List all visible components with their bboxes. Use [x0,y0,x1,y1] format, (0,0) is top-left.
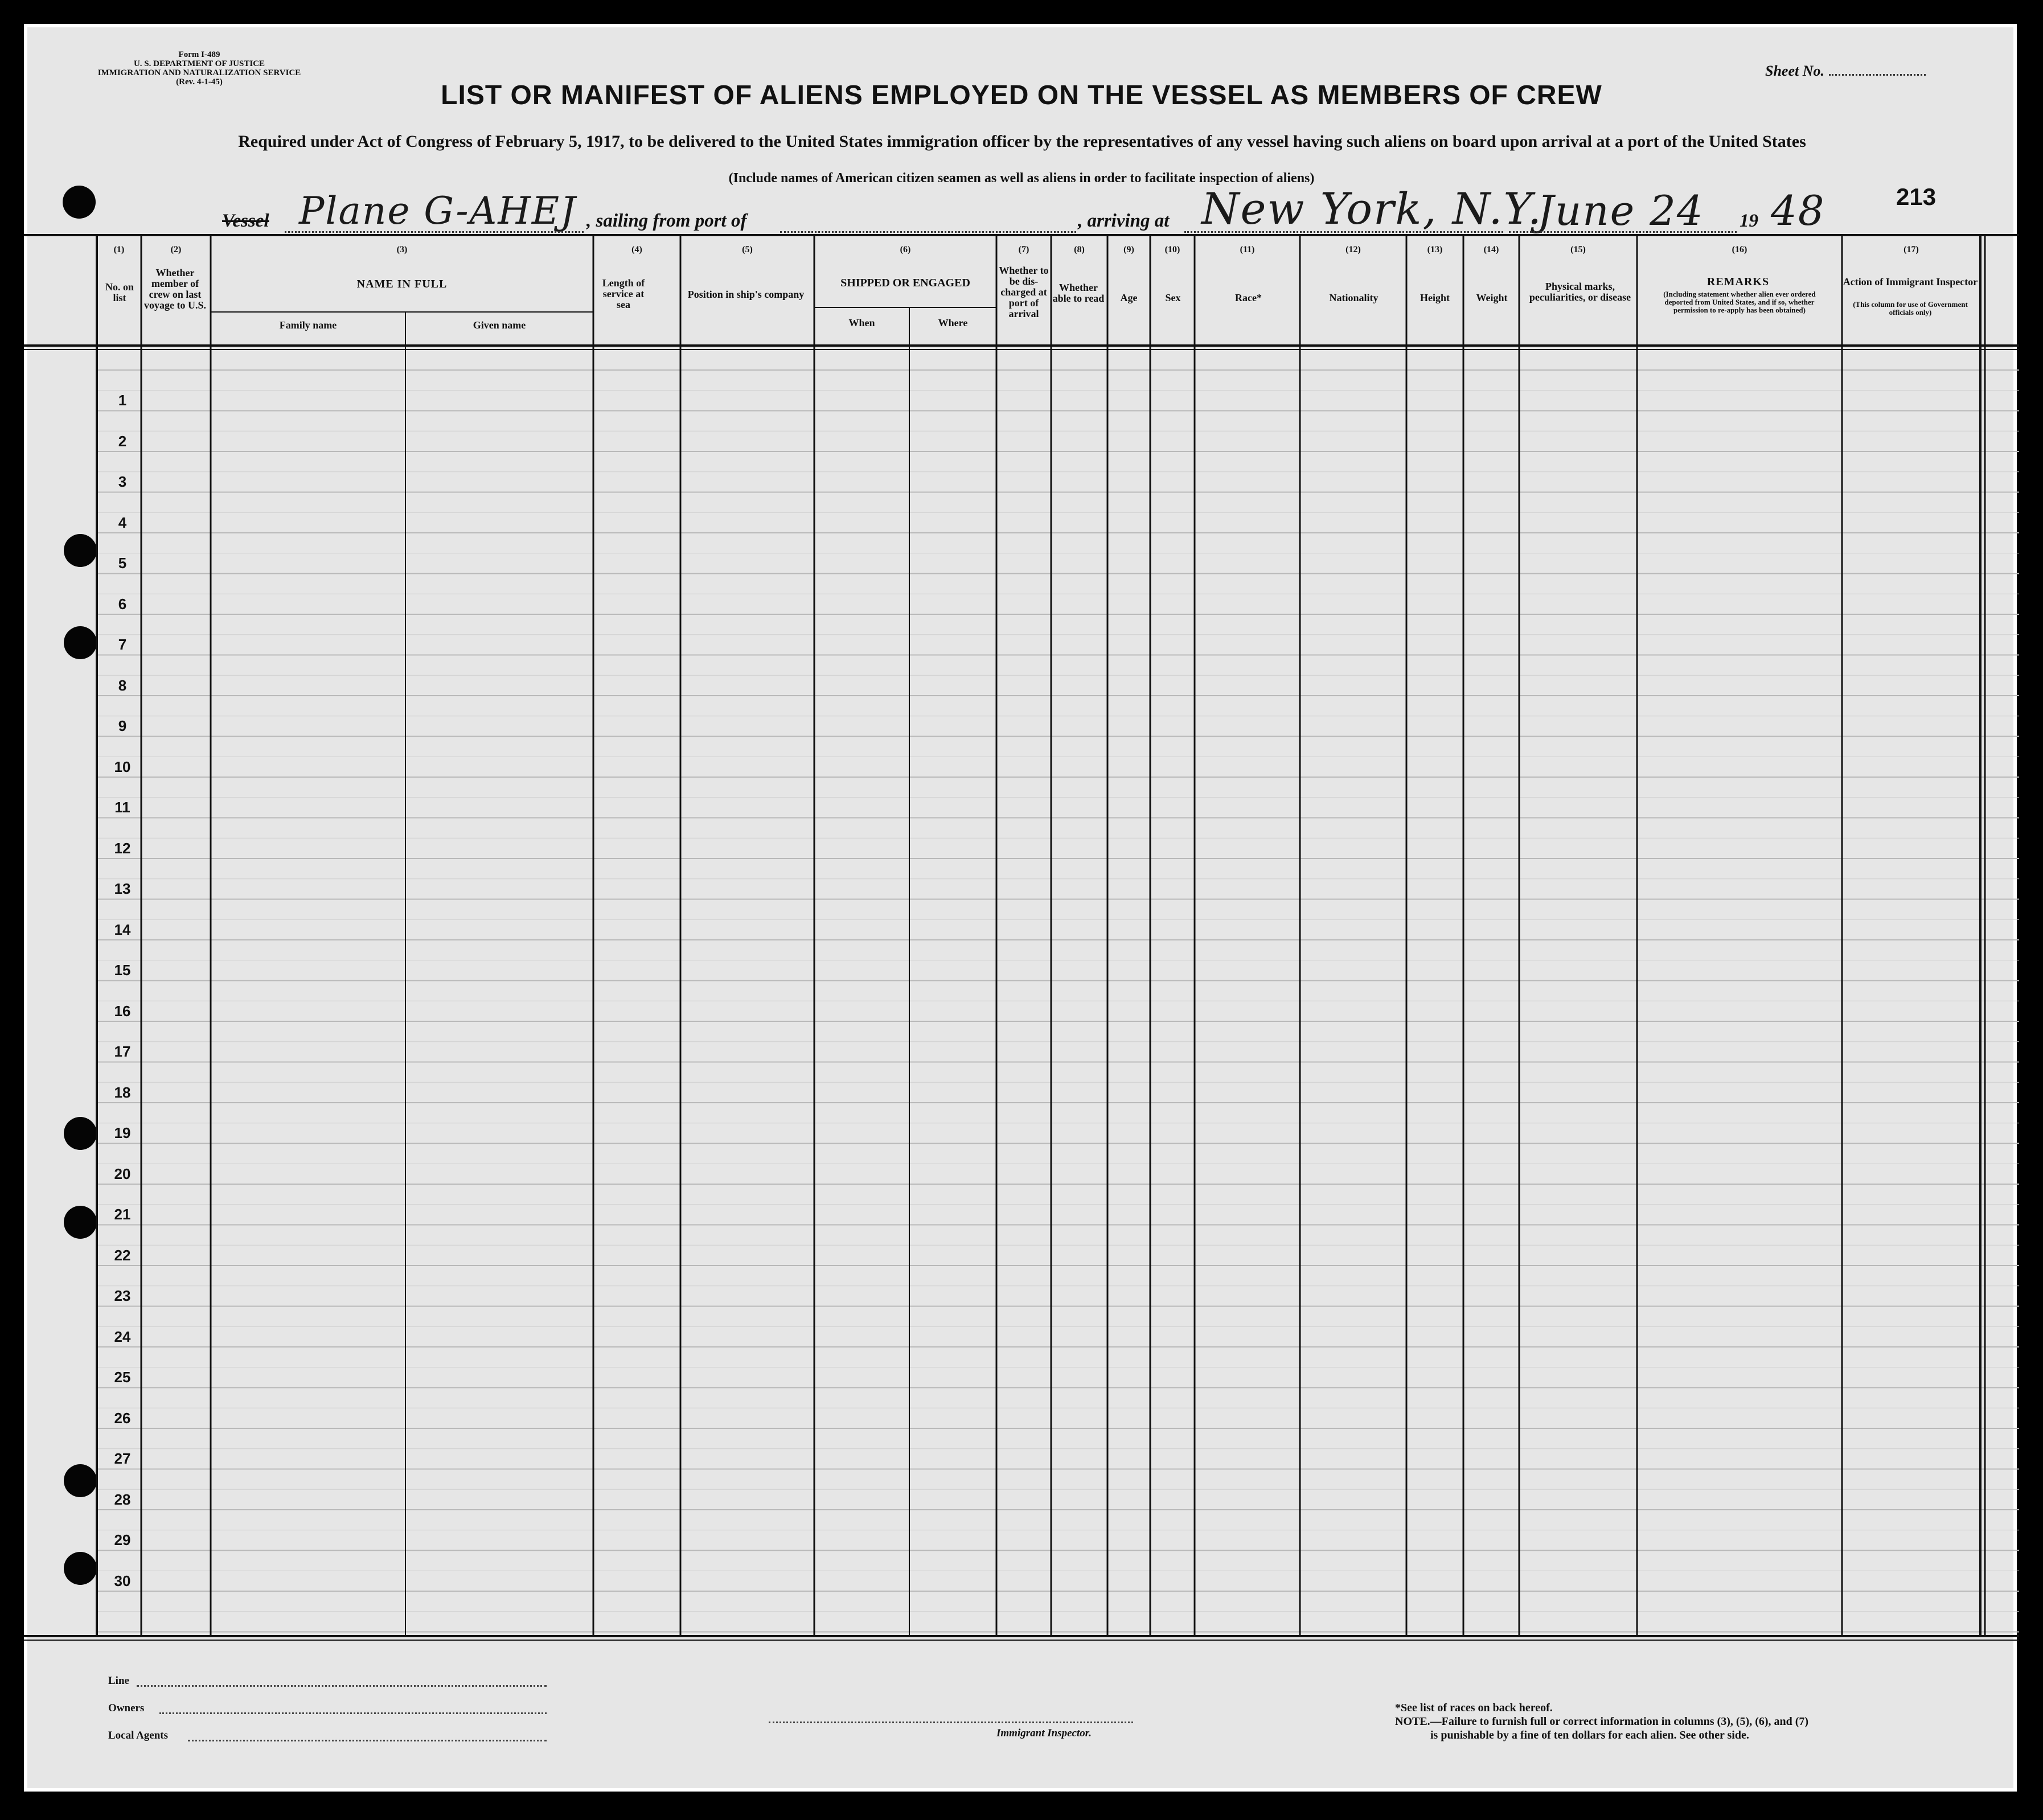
owners-label: Owners [108,1702,145,1714]
races-note: *See list of races on back hereof. [1395,1702,1553,1714]
column-number: (15) [1570,245,1586,254]
col-race-header: Race* [1235,292,1262,303]
row-number: 6 [118,595,127,613]
row-number: 12 [114,839,131,857]
year-suffix-value[interactable]: 48 [1771,187,1825,235]
row-number: 3 [118,473,127,490]
col-inspector-action-header: Action of Immigrant Inspector [1843,276,1978,287]
col-shipped-when-header: When [848,317,875,328]
column-number: (9) [1123,245,1134,254]
row-number: 9 [118,717,127,734]
row-number: 23 [114,1287,131,1304]
row-number: 13 [114,880,131,897]
column-number: (14) [1483,245,1499,254]
local-agents-label: Local Agents [108,1729,169,1741]
row-number: 16 [114,1002,131,1020]
column-number: (10) [1164,245,1180,254]
column-number: (6) [900,245,911,254]
col-shipped-engaged-header: SHIPPED OR ENGAGED [840,277,970,289]
col-position-header: Position in ship's company [687,289,805,300]
form-number: Form I-489 [178,50,220,59]
column-number: (13) [1427,245,1443,254]
col-given-name-header: Given name [473,319,526,331]
row-number: 7 [118,636,127,653]
col-sex-header: Sex [1165,292,1181,303]
column-number: (17) [1903,245,1919,254]
column-number: (8) [1074,245,1085,254]
col-remarks-note: (Including statement whether alien ever ordered deported from United States, and if so, whether permission to re-apply has been obtained) [1663,290,1816,314]
column-number: (16) [1732,245,1747,254]
col-nationality-header: Nationality [1329,292,1379,303]
penalty-note-line1: NOTE.—Failure to furnish full or correct information in columns (3), (5), (6), and (7) [1395,1715,1809,1728]
column-number: (11) [1240,245,1255,254]
row-number: 30 [114,1572,131,1589]
col-remarks-header: REMARKS [1706,276,1770,288]
row-number: 24 [114,1328,131,1345]
row-number: 21 [114,1206,131,1223]
inspector-signature-blank[interactable] [769,1722,1133,1723]
row-number: 5 [118,554,127,572]
column-number: (1) [113,245,125,254]
col-no-on-list-header: No. on list [105,281,134,303]
row-number: 1 [118,392,127,409]
col-discharged-header: Whether to be dis-charged at port of arrival [999,265,1049,319]
col-inspector-note: (This column for use of Government officials only) [1853,300,1968,317]
row-number: 25 [114,1369,131,1386]
row-number: 17 [114,1043,131,1060]
row-number: 19 [114,1124,131,1141]
row-number: 4 [118,513,127,531]
row-number: 2 [118,432,127,450]
arriving-label: , arriving at [1078,211,1170,231]
column-number: (5) [742,245,753,254]
column-number: (12) [1345,245,1361,254]
col-length-of-service-header: Length of service at sea [602,277,645,310]
col-name-header: NAME IN FULL [356,278,448,290]
row-number: 20 [114,1165,131,1182]
col-shipped-where-header: Where [938,317,968,328]
col-weight-header: Weight [1476,292,1508,303]
col-family-name-header: Family name [279,319,337,331]
vessel-label: Vessel [222,211,269,231]
row-number: 26 [114,1409,131,1427]
sheet-number-label: Sheet No. [1765,63,1824,79]
col-height-header: Height [1420,292,1450,303]
row-number: 29 [114,1531,131,1548]
local-agents-blank[interactable] [188,1740,547,1741]
col-age-header: Age [1120,292,1138,303]
row-number: 8 [118,676,127,694]
penalty-note-line2: is punishable by a fine of ten dollars for each alien. See other side. [1430,1729,1749,1741]
vessel-name-value[interactable]: Plane G-AHEJ [299,189,577,233]
row-number: 27 [114,1450,131,1467]
column-number: (2) [170,245,182,254]
column-number: (7) [1018,245,1029,254]
row-number: 18 [114,1083,131,1101]
include-note: (Include names of American citizen seamen as well as aliens in order to facilitate inspection of aliens) [728,171,1315,186]
form-revision: (Rev. 4-1-45) [176,77,223,87]
arriving-port-value[interactable]: New York, N.Y. [1201,183,1543,234]
column-number: (3) [396,245,408,254]
inspector-label: Immigrant Inspector. [996,1727,1092,1739]
requirement-text: Required under Act of Congress of February 5, 1917, to be delivered to the United States immigration officer by the representatives of any vessel having such aliens on board upon arrival at a port of the United States [238,132,1806,151]
line-blank[interactable] [137,1685,547,1687]
row-number: 22 [114,1246,131,1264]
row-number: 11 [114,799,130,816]
department-name: U. S. DEPARTMENT OF JUSTICE [133,59,265,68]
row-number: 15 [114,962,131,979]
column-number: (4) [631,245,642,254]
line-label: Line [108,1675,129,1687]
arrival-date-value[interactable]: June 24 [1537,187,1704,235]
page-number: 213 [1896,183,1937,210]
sailing-label: , sailing from port of [586,211,747,231]
col-last-voyage-header: Whether member of crew on last voyage to U.S. [144,267,206,311]
col-physical-marks-header: Physical marks, peculiarities, or disease [1529,281,1631,303]
row-number: 14 [114,921,131,938]
page-title: LIST OR MANIFEST OF ALIENS EMPLOYED ON THE VESSEL AS MEMBERS OF CREW [441,80,1602,110]
owners-blank[interactable] [159,1712,547,1714]
row-number: 10 [114,758,131,775]
col-able-to-read-header: Whether able to read [1052,282,1105,304]
row-number: 28 [114,1490,131,1508]
year-prefix: 19 [1740,211,1758,231]
service-name: IMMIGRATION AND NATURALIZATION SERVICE [97,68,301,77]
